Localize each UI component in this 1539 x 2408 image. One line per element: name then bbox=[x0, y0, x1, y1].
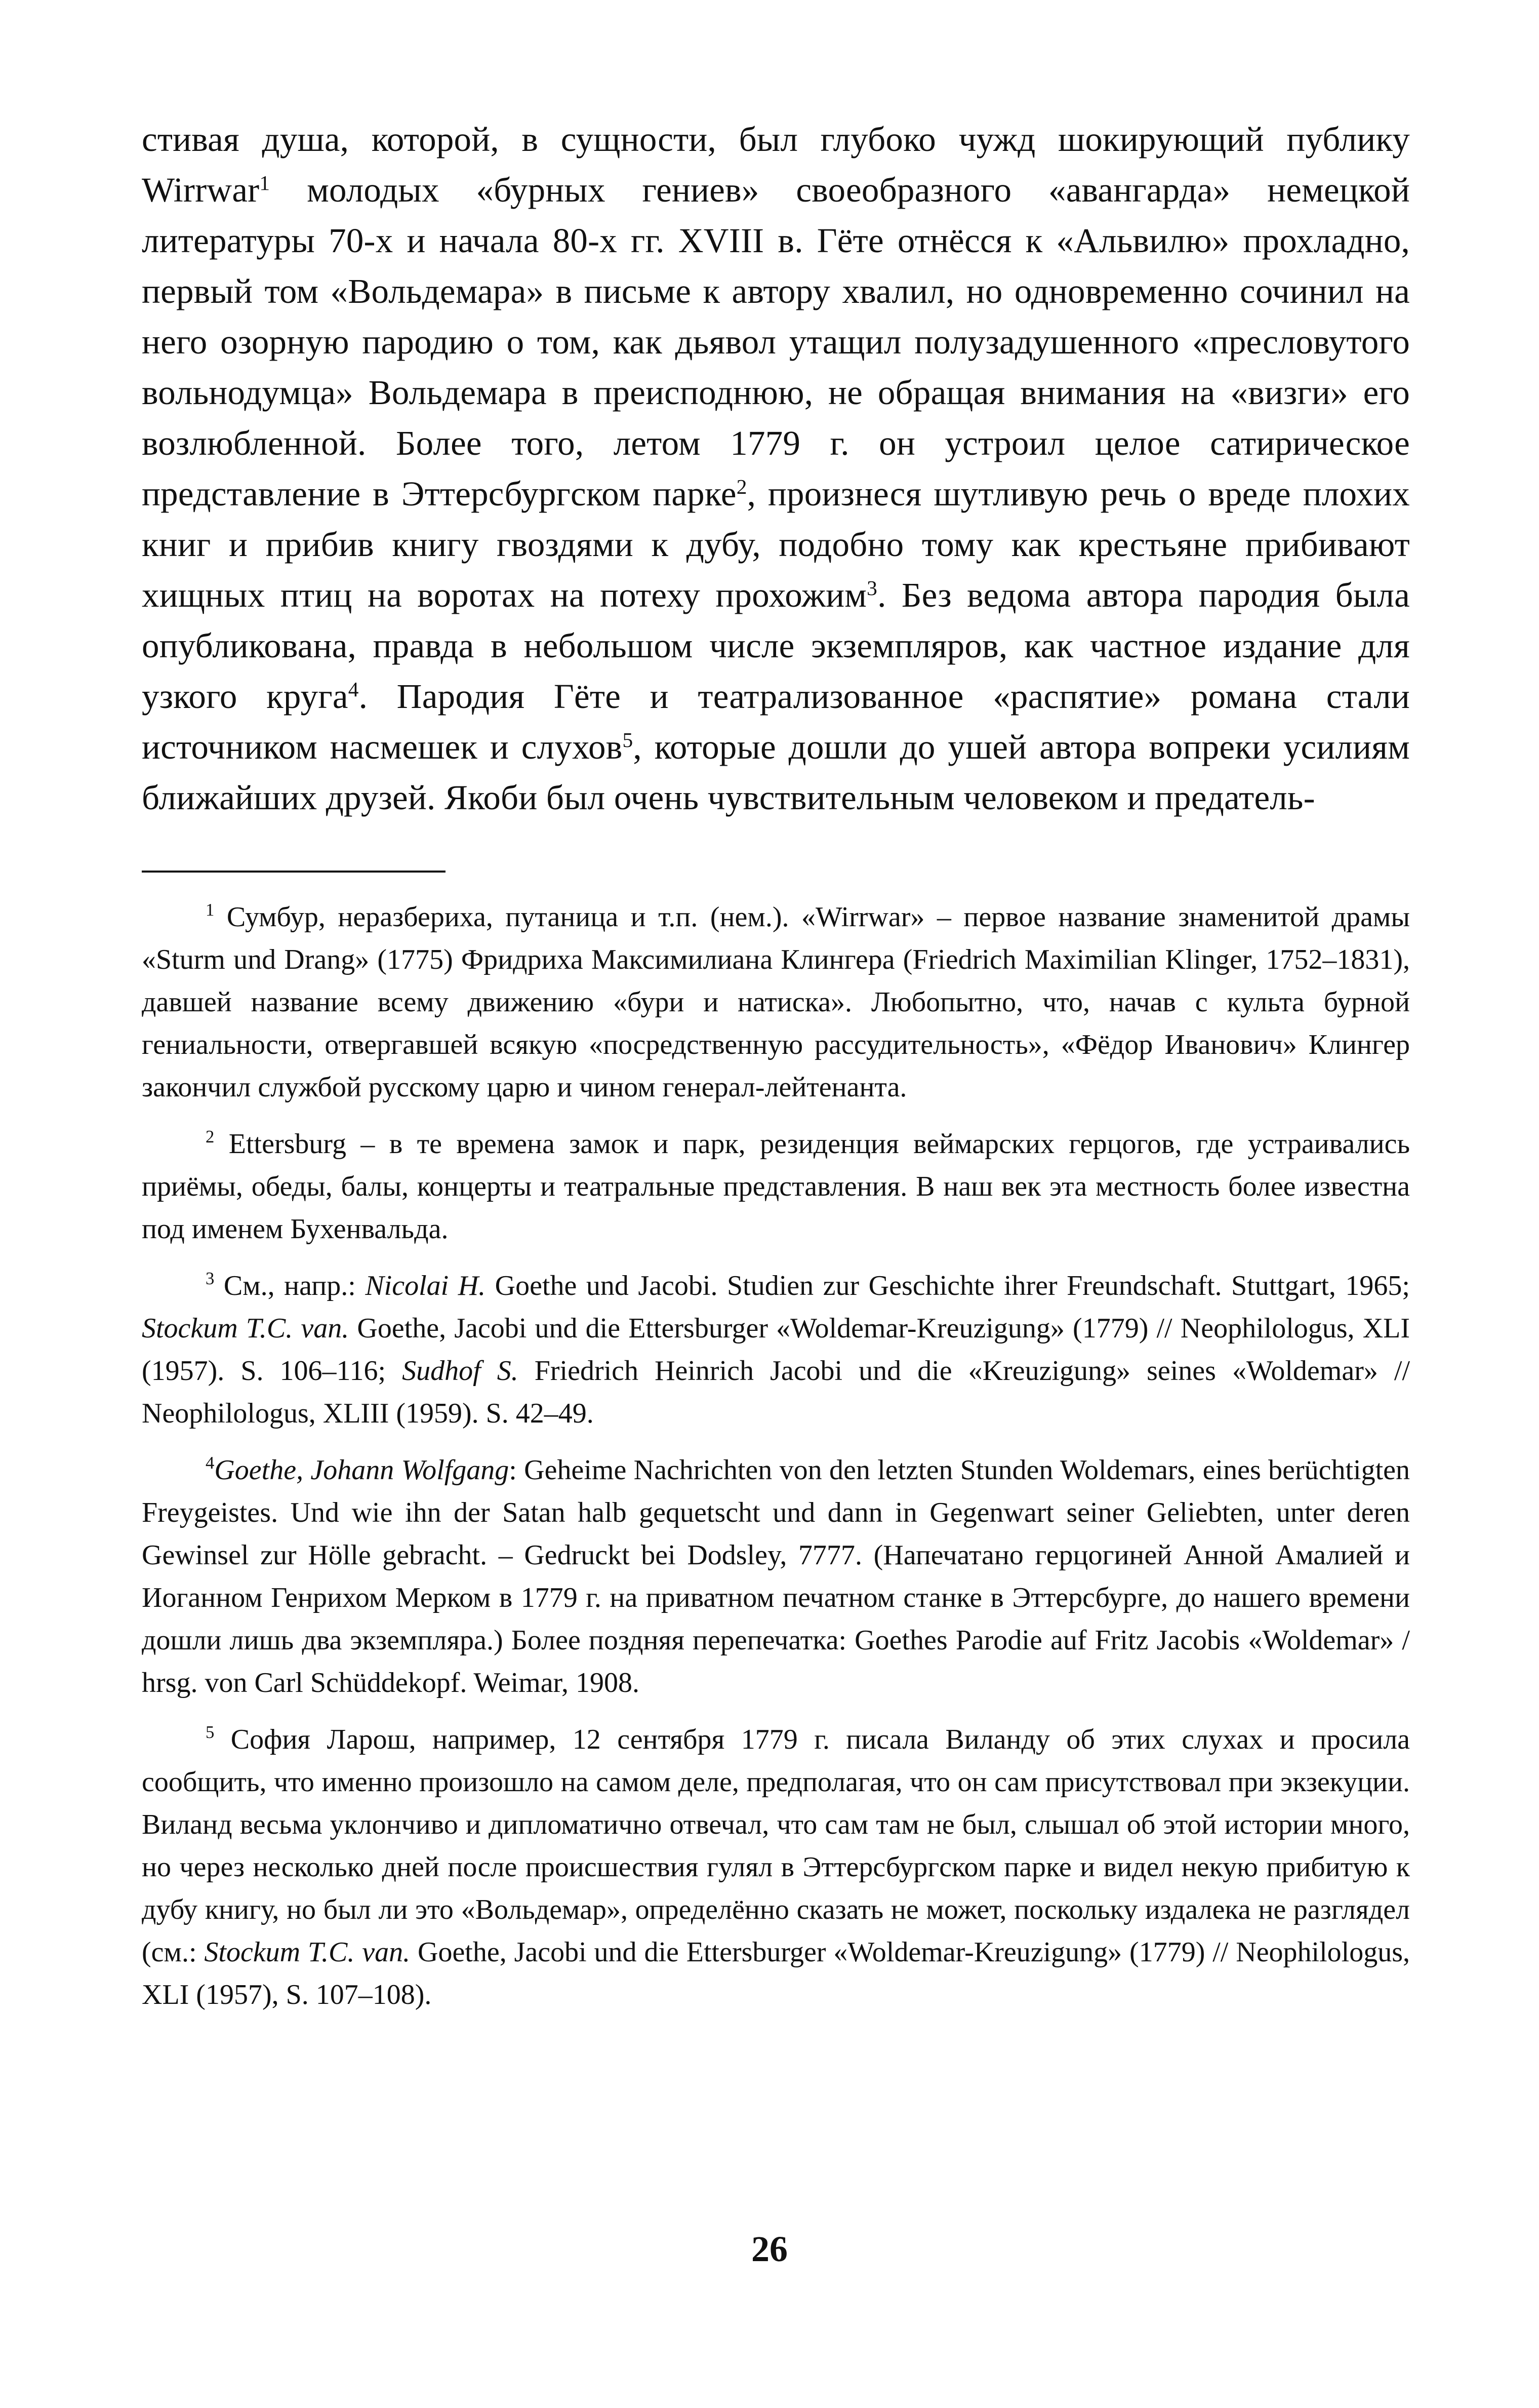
footnote-5 bbox=[142, 1718, 1410, 2016]
footnote-text: Сумбур, неразбериха, путаница и т.п. (нем.). «Wirrwar» – первое название знаменитой драмы «Sturm und Drang» (1775) Фридриха Максимилиана Клингера (Friedrich Maximilian Klinger, 1752–1831), давшей название всему движению «бури и натиска». Любопытно, что, начав с культа бурной гениальности, отвергавшей всякую «посредственную рассудительность», «Фёдор Иванович» Клингер закончил службой русскому царю и чином генерал-лейтенанта. bbox=[142, 901, 1410, 1103]
footnote-number: 5 bbox=[206, 1722, 215, 1743]
footnote-author: Sudhof S. bbox=[402, 1355, 518, 1387]
footnote-number: 1 bbox=[206, 900, 215, 920]
footnote-ref-3[interactable]: 3 bbox=[867, 576, 878, 600]
footnote-ref-1[interactable]: 1 bbox=[259, 171, 270, 195]
footnote-number: 4 bbox=[206, 1453, 215, 1473]
footnote-text: София Ларош, например, 12 сентября 1779 г. писала Виланду об этих слухах и просила сообщить, что именно произошло на самом деле, предполагая, что он сам присутствовал при экзекуции. Виланд весьма уклончиво и дипломатично отвечал, что сам там не был, слышал об этой истории много, но через несколько дней после происшествия гулял в Эттерсбургском парке и видел некую прибитую к дубу книгу, но был ли это «Вольдемар», определённо сказать не может, поскольку издалека не разглядел (см.: bbox=[142, 1724, 1410, 1968]
footnote-text: : Geheime Nachrichten von den letzten Stunden Woldemars, eines berüchtigten Freygeistes. Und wie ihn der Satan halb gequetscht und dann in Gegenwart seiner Geliebten, unter deren Gewinsel zur Hölle gebracht. – Gedruckt bei Dodsley, 7777. (Напечатано герцогиней Анной Амалией и Иоганном Генрихом Мерком в 1779 г. на приватном печатном станке в Эттерсбурге, до нашего времени дошли лишь два экземпляра.) Более поздняя перепечатка: Goethes Parodie auf Fritz Jacobis «Woldemar» / hrsg. von Carl Schüddekopf. Weimar, 1908. bbox=[142, 1454, 1410, 1699]
body-text: молодых «бурных гениев» своеобразного «авангарда» немецкой литературы 70-х и начала 80-х гг. XVIII в. Гёте отнёсся к «Альвилю» прохладно, первый том «Вольдемара» в письме к автору хвалил, но одновременно сочинил на него озорную пародию о том, как дьявол утащил полузадушенного «пресловутого вольнодумца» Вольдемара в преисподнюю, не обращая внимания на «визги» его возлюбленной. Более того, летом 1779 г. он устроил целое сатирическое представление в Эттерсбургском парке bbox=[142, 171, 1410, 513]
footnotes bbox=[142, 896, 1410, 2016]
footnote-ref-4[interactable]: 4 bbox=[348, 678, 359, 701]
body-text: . Без ведома автора пародия была опубликована, правда в небольшом числе экземпляров, как частное издание для узкого круга bbox=[142, 576, 1410, 716]
footnote-author: Stockum T.C. van. bbox=[142, 1313, 349, 1344]
footnote-1 bbox=[142, 896, 1410, 1109]
footnote-author: Goethe, Johann Wolfgang bbox=[214, 1454, 509, 1486]
footnote-author: Nicolai H. bbox=[365, 1270, 486, 1301]
footnote-number: 3 bbox=[206, 1269, 215, 1289]
page-number: 26 bbox=[751, 2229, 788, 2269]
footnote-ref-2[interactable]: 2 bbox=[736, 475, 747, 499]
footnote-text: См., напр.: bbox=[214, 1270, 366, 1301]
footnote-ref-5[interactable]: 5 bbox=[622, 728, 633, 752]
body-text: , которые дошли до ушей автора вопреки усилиям ближайших друзей. Якоби был очень чувствительным человеком и предатель- bbox=[142, 728, 1410, 817]
main-paragraph bbox=[142, 114, 1410, 823]
footnote-text: Goethe, Jacobi und die Ettersburger «Woldemar-Kreuzigung» (1779) // Neophilologus, XLI (1957). S. 106–116; bbox=[142, 1313, 1410, 1387]
footnote-text: Ettersburg – в те времена замок и парк, резиденция веймарских герцогов, где устраивались приёмы, обеды, балы, концерты и театральные представления. В наш век эта местность более известна под именем Бухенвальда. bbox=[142, 1128, 1410, 1245]
footnote-text: Goethe und Jacobi. Studien zur Geschichte ihrer Freundschaft. Stuttgart, 1965; bbox=[485, 1270, 1410, 1301]
footnote-3 bbox=[142, 1265, 1410, 1435]
body-text: . Пародия Гёте и театрализованное «распятие» романа стали источником насмешек и слухов bbox=[142, 677, 1410, 766]
footnote-2 bbox=[142, 1123, 1410, 1250]
footnote-text: Friedrich Heinrich Jacobi und die «Kreuzigung» seines «Woldemar» // Neophilologus, XLIII (1959). S. 42–49. bbox=[142, 1355, 1410, 1429]
footnote-number: 2 bbox=[206, 1127, 215, 1147]
footnote-separator bbox=[142, 871, 446, 873]
footnote-4 bbox=[142, 1449, 1410, 1704]
body-text: стивая душа, которой, в сущности, был глубоко чужд шокирующий публику Wirrwar bbox=[142, 120, 1410, 209]
footnote-author: Stockum T.C. van. bbox=[204, 1937, 411, 1968]
body-text: , произнеся шутливую речь о вреде плохих книг и прибив книгу гвоздями к дубу, подобно тому как крестьяне прибивают хищных птиц на воротах на потеху прохожим bbox=[142, 475, 1410, 614]
footnote-text: Goethe, Jacobi und die Ettersburger «Woldemar-Kreuzigung» (1779) // Neophilologus, XLI (1957), S. 107–108). bbox=[142, 1937, 1410, 2010]
page bbox=[142, 114, 1410, 2016]
